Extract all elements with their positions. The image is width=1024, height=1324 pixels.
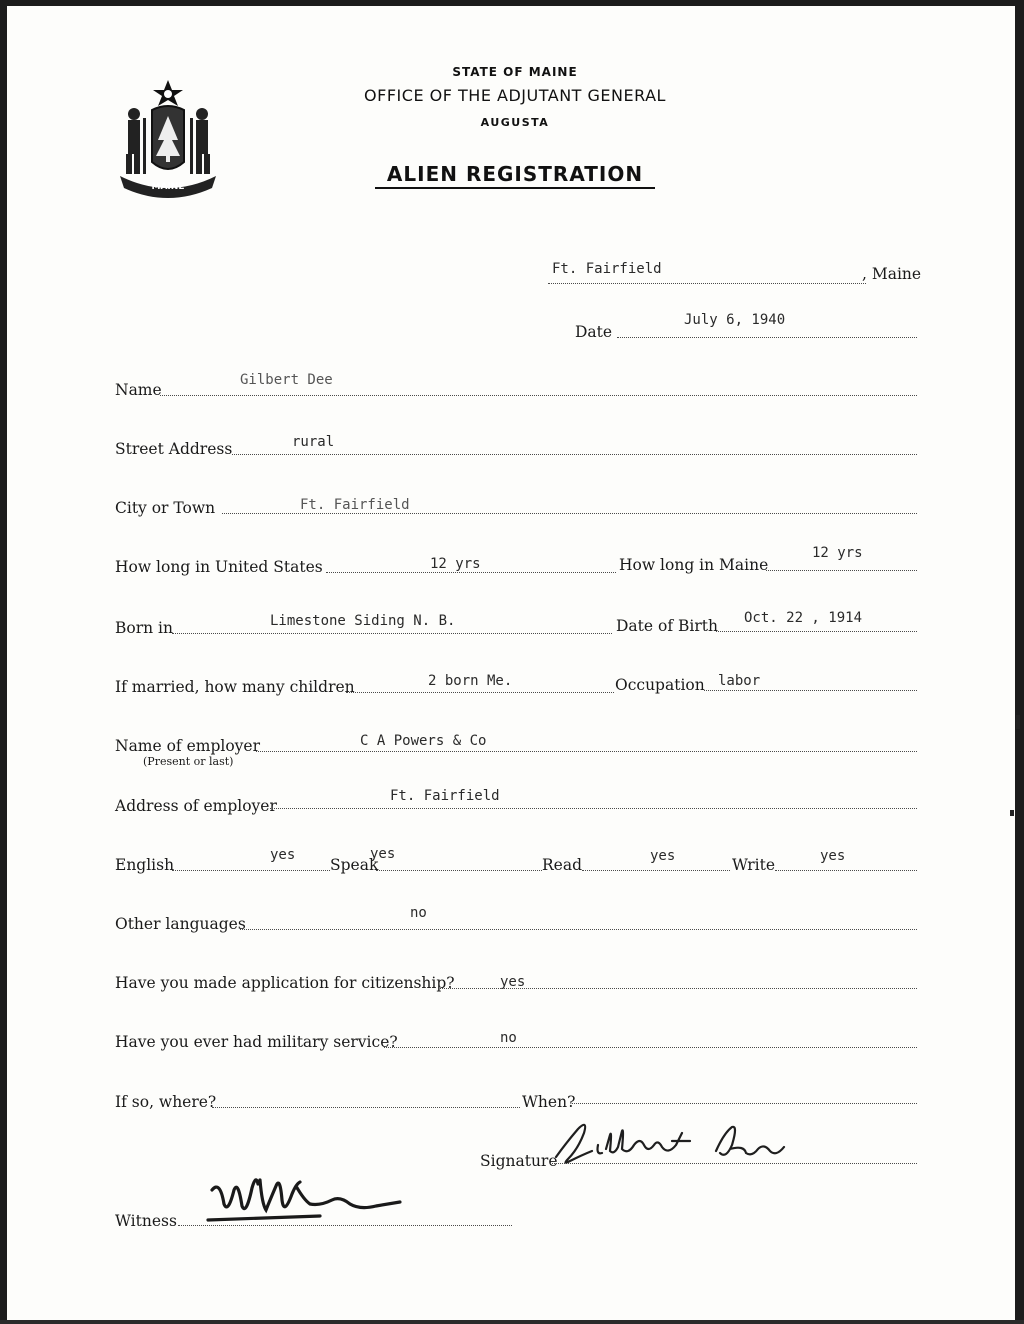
children-line (346, 692, 614, 693)
english-value: yes (270, 847, 296, 863)
speak-line (376, 870, 542, 871)
write-value: yes (820, 848, 846, 864)
how-long-us-value: 12 yrs (430, 556, 481, 572)
speak-label: Speak (330, 856, 379, 874)
speak-value: yes (370, 846, 396, 862)
other-languages-value: no (410, 905, 427, 921)
date-of-birth-label: Date of Birth (616, 617, 718, 635)
occupation-label: Occupation (615, 676, 705, 694)
header-state: STATE OF MAINE (452, 65, 578, 79)
other-languages-line (240, 929, 917, 930)
where-label: If so, where? (115, 1093, 217, 1111)
seal-banner-text: MAINE (151, 182, 185, 192)
how-long-us-line (326, 572, 616, 573)
children-value: 2 born Me. (428, 673, 513, 689)
occupation-value: labor (718, 673, 761, 689)
read-line (582, 870, 730, 871)
scan-speck (1010, 810, 1014, 816)
scan-speck (1016, 715, 1020, 729)
military-line (384, 1047, 917, 1048)
maine-state-seal-icon (112, 78, 224, 198)
city-line (222, 513, 917, 514)
how-long-us-label: How long in United States (115, 558, 323, 576)
city-value: Ft. Fairfield (300, 497, 410, 513)
employer-line (256, 751, 917, 752)
date-of-birth-line (716, 631, 917, 632)
employer-address-line (270, 808, 917, 809)
name-line (160, 395, 917, 396)
applicant-signature-icon (548, 1115, 798, 1175)
english-label: English (115, 856, 175, 874)
city-label: City or Town (115, 499, 216, 517)
when-label: When? (522, 1093, 576, 1111)
place-suffix: , Maine (862, 265, 922, 283)
date-line (617, 337, 917, 338)
how-long-maine-value: 12 yrs (812, 545, 863, 561)
street-address-value: rural (292, 434, 335, 450)
place-line (548, 283, 866, 284)
citizenship-value: yes (500, 974, 526, 990)
read-value: yes (650, 848, 676, 864)
occupation-line (704, 690, 917, 691)
military-value: no (500, 1030, 517, 1046)
other-languages-label: Other languages (115, 915, 246, 933)
employer-sublabel: (Present or last) (143, 755, 234, 768)
signature-label: Signature (480, 1152, 558, 1170)
name-label: Name (115, 381, 162, 399)
how-long-maine-line (766, 570, 917, 571)
citizenship-label: Have you made application for citizenship? (115, 974, 455, 992)
date-of-birth-value: Oct. 22 , 1914 (744, 610, 863, 626)
scan-border-bottom (0, 1320, 1024, 1324)
born-in-label: Born in (115, 619, 173, 637)
scan-border-top (0, 0, 1024, 6)
employer-address-value: Ft. Fairfield (390, 788, 500, 804)
write-line (775, 870, 917, 871)
english-line (172, 870, 330, 871)
place-value: Ft. Fairfield (552, 261, 662, 277)
form-title: ALIEN REGISTRATION (386, 162, 644, 186)
employer-address-label: Address of employer (115, 797, 277, 815)
where-line (212, 1107, 520, 1108)
write-label: Write (732, 856, 776, 874)
read-label: Read (542, 856, 583, 874)
street-address-line (232, 454, 917, 455)
when-line (572, 1103, 917, 1104)
header-office: OFFICE OF THE ADJUTANT GENERAL (364, 86, 666, 105)
military-label: Have you ever had military service? (115, 1033, 398, 1051)
witness-signature-icon (200, 1160, 410, 1230)
name-value: Gilbert Dee (240, 372, 333, 388)
date-value: July 6, 1940 (684, 312, 786, 328)
employer-value: C A Powers & Co (360, 733, 487, 749)
scan-border-left (0, 0, 7, 1324)
scan-border-right (1015, 0, 1024, 1324)
born-in-value: Limestone Siding N. B. (270, 613, 456, 629)
children-label: If married, how many children (115, 678, 355, 696)
born-in-line (172, 633, 612, 634)
employer-label: Name of employer (115, 737, 261, 755)
how-long-maine-label: How long in Maine (619, 556, 769, 574)
header-city: AUGUSTA (480, 116, 550, 129)
witness-label: Witness (115, 1212, 177, 1230)
date-label: Date (575, 323, 613, 341)
title-underline (375, 187, 655, 189)
street-address-label: Street Address (115, 440, 233, 458)
